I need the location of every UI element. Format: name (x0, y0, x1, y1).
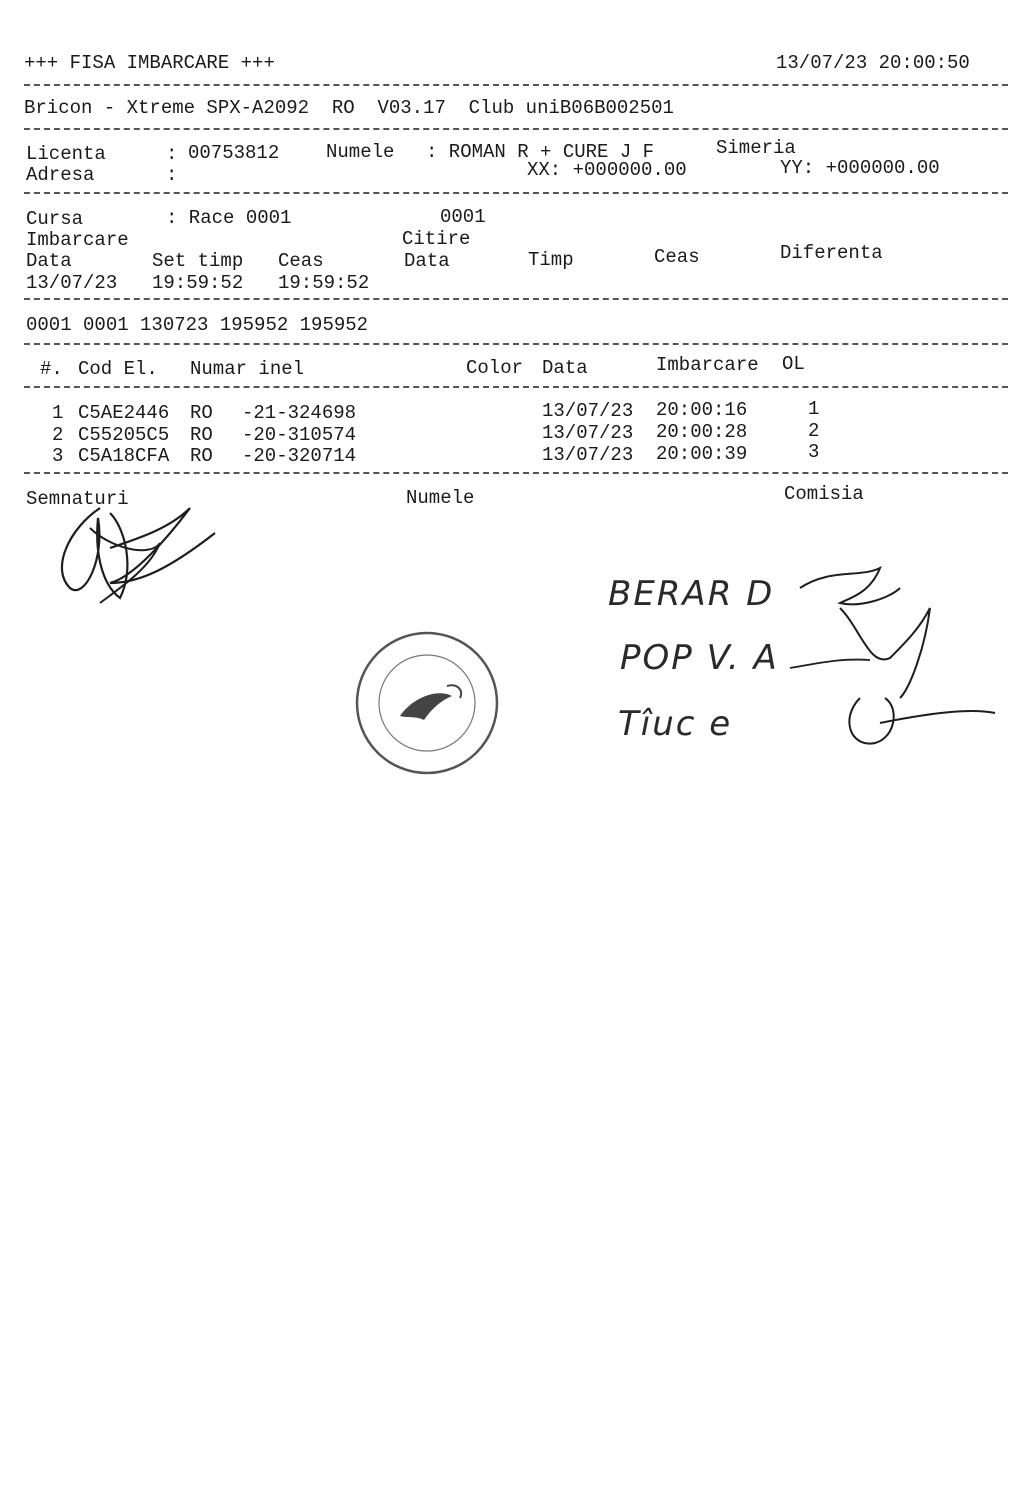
row-country: RO (190, 445, 213, 467)
divider (24, 128, 1008, 130)
race-code: 0001 (440, 206, 486, 228)
handwritten-name-1: BERAR D (608, 574, 775, 614)
val-data: 13/07/23 (26, 272, 118, 294)
handwritten-name-3: Tîuc e (618, 704, 733, 744)
col-diferenta: Diferenta (780, 242, 883, 264)
code-line: 0001 0001 130723 195952 195952 (26, 314, 369, 336)
row-inel: -21-324698 (242, 402, 357, 424)
numele-value: : ROMAN R + CURE J F (426, 141, 655, 163)
divider (24, 472, 1008, 474)
th-data: Data (542, 357, 588, 379)
col-data: Data (26, 250, 72, 272)
citire-label: Citire (402, 228, 471, 250)
col-ceas: Ceas (278, 250, 324, 272)
row-ol: 1 (808, 398, 820, 420)
licenta-label: Licenta (26, 143, 106, 165)
device-line: Bricon - Xtreme SPX-A2092 RO V03.17 Club uniB06B002501 (24, 97, 674, 119)
semnaturi-label: Semnaturi (26, 488, 129, 510)
signature-right (780, 548, 1010, 758)
imbarcare-label: Imbarcare (26, 229, 129, 251)
th-nr: #. (40, 358, 63, 380)
handwritten-name-2: POP V. A (620, 638, 779, 678)
city: Simeria (716, 137, 796, 159)
xx-coordinate: XX: +000000.00 (527, 159, 687, 181)
row-country: RO (190, 424, 213, 446)
row-data: 13/07/23 (542, 422, 634, 444)
cursa-label: Cursa (26, 208, 84, 230)
divider (24, 192, 1008, 194)
row-country: RO (190, 402, 213, 424)
row-ol: 2 (808, 420, 820, 442)
row-time: 20:00:39 (656, 443, 748, 465)
club-stamp (352, 628, 502, 778)
row-time: 20:00:28 (656, 421, 748, 443)
row-inel: -20-320714 (242, 445, 357, 467)
row-nr: 2 (52, 424, 64, 446)
row-data: 13/07/23 (542, 444, 634, 466)
row-nr: 3 (52, 445, 64, 467)
row-cod: C55205C5 (78, 424, 170, 446)
numele-footer-label: Numele (406, 487, 475, 509)
cursa-value: : Race 0001 (166, 207, 292, 229)
divider (24, 386, 1008, 388)
row-ol: 3 (808, 441, 820, 463)
document-title: +++ FISA IMBARCARE +++ (24, 52, 275, 74)
row-data: 13/07/23 (542, 400, 634, 422)
th-imbarcare: Imbarcare (656, 354, 759, 376)
col-timp: Timp (528, 249, 574, 271)
th-cod: Cod El. (78, 358, 158, 380)
row-time: 20:00:16 (656, 399, 748, 421)
adresa-separator: : (166, 164, 178, 186)
row-cod: C5AE2446 (78, 402, 170, 424)
divider (24, 298, 1008, 300)
licenta-value: 00753812 (188, 142, 280, 164)
col-ceas-citire: Ceas (654, 246, 700, 268)
val-ceas: 19:59:52 (278, 272, 370, 294)
val-set-timp: 19:59:52 (152, 272, 244, 294)
row-cod: C5A18CFA (78, 445, 170, 467)
divider (24, 84, 1008, 86)
row-nr: 1 (52, 402, 64, 424)
th-ol: OL (782, 353, 805, 375)
yy-coordinate: YY: +000000.00 (780, 157, 940, 179)
row-inel: -20-310574 (242, 424, 357, 446)
signature-left (40, 488, 230, 608)
th-color: Color (466, 357, 524, 379)
print-timestamp: 13/07/23 20:00:50 (776, 52, 970, 74)
numele-label: Numele (326, 141, 395, 163)
adresa-label: Adresa (26, 164, 95, 186)
col-data-citire: Data (404, 250, 450, 272)
divider (24, 343, 1008, 345)
licenta-separator: : (166, 143, 178, 165)
col-set-timp: Set timp (152, 250, 244, 272)
comisia-label: Comisia (784, 483, 864, 505)
th-inel: Numar inel (190, 358, 305, 380)
